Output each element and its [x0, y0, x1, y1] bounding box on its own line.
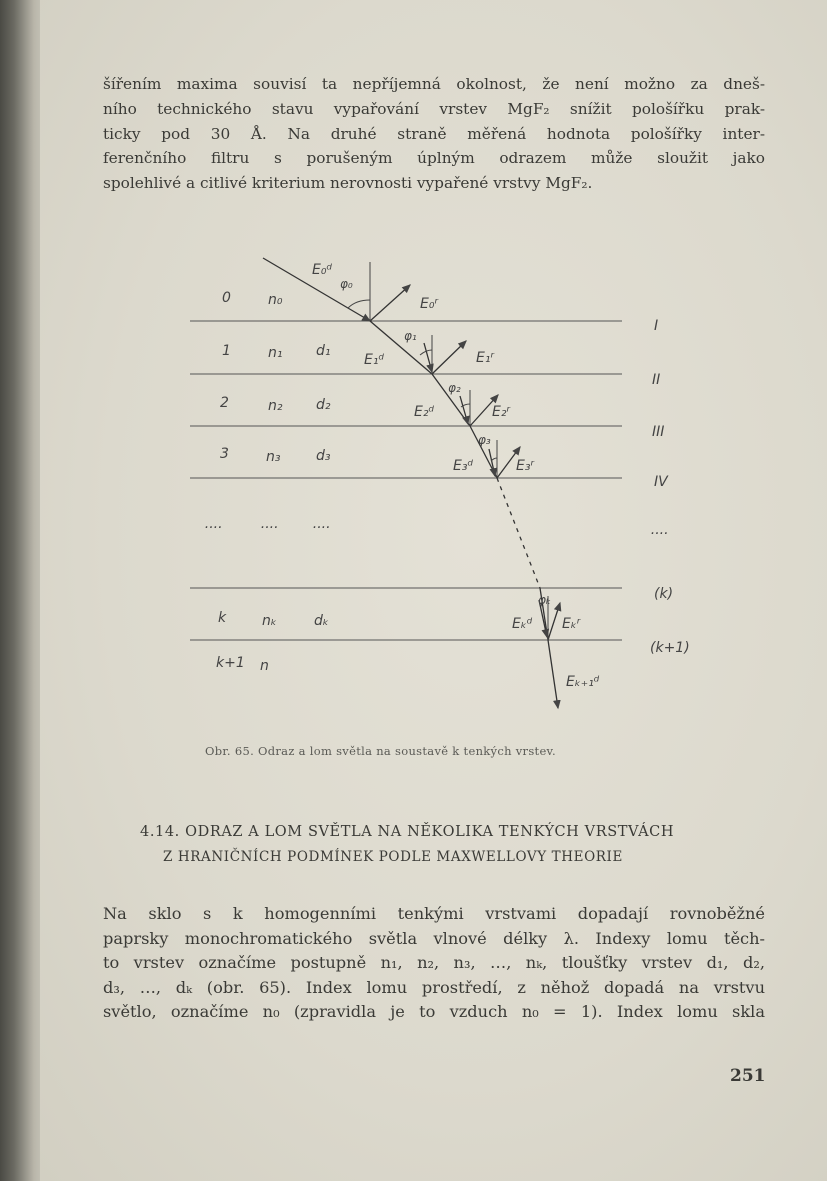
incident-field-label: E₀ᵈ	[312, 262, 333, 278]
text-line: šířením maxima souvisí ta nepříjemná okolnost, že není možno za dneš-	[103, 75, 765, 93]
interface-label: IV	[654, 474, 668, 490]
refractive-index: n	[260, 658, 269, 674]
interface-label: II	[652, 372, 661, 388]
layer-thickness: ····	[312, 520, 330, 536]
figure-caption: Obr. 65. Odraz a lom světla na soustavě k tenkých vrstev.	[205, 744, 556, 758]
layer-number: 3	[220, 446, 229, 462]
incident-ray	[460, 396, 468, 424]
refractive-index: n₁	[268, 345, 283, 361]
layer-thickness: d₂	[316, 397, 331, 413]
reflected-field-label: E₁ʳ	[476, 350, 495, 366]
reflected-field-label: Eₖʳ	[562, 616, 581, 632]
text-line: to vrstev označíme postupně n₁, n₂, n₃, …, nₖ, tloušťky vrstev d₁, d₂,	[103, 953, 765, 973]
refractive-index: n₀	[268, 292, 283, 308]
angle-label: φ₃	[478, 433, 491, 447]
interface-label: (k+1)	[650, 640, 690, 656]
layer-number: ····	[204, 520, 222, 536]
layer-thickness: d₁	[316, 343, 331, 359]
refractive-index: n₂	[268, 398, 283, 414]
incident-field-label: Eₖᵈ	[512, 616, 533, 632]
page-number: 251	[730, 1066, 766, 1086]
reflected-ray	[432, 341, 466, 374]
text-line: d₃, …, dₖ (obr. 65). Index lomu prostředí, z něhož dopadá na vrstvu	[103, 977, 765, 997]
text-line: ticky pod 30 Å. Na druhé straně měřená hodnota pološířky inter-	[103, 124, 765, 143]
incident-field-label: Eₖ₊₁ᵈ	[566, 674, 600, 690]
reflected-field-label: E₃ʳ	[516, 458, 535, 474]
incident-field-label: E₂ᵈ	[414, 404, 435, 420]
incident-ray	[489, 449, 495, 476]
layer-thickness: d₃	[316, 448, 331, 464]
refractive-index: nₖ	[262, 613, 277, 629]
reflected-field-label: E₀ʳ	[420, 296, 439, 312]
reflected-ray	[548, 603, 560, 640]
reflected-field-label: E₂ʳ	[492, 404, 511, 420]
incident-field-label: E₃ᵈ	[453, 458, 474, 474]
layer-thickness: dₖ	[314, 613, 329, 629]
text-line: Na sklo s k homogenními tenkými vrstvami dopadají rovnoběžné	[103, 904, 765, 923]
angle-label: φₖ	[538, 593, 552, 607]
interface-label: ····	[650, 526, 668, 542]
bottom-paragraph	[103, 902, 765, 1025]
layer-number: k+1	[216, 655, 245, 671]
interface-label: III	[652, 424, 665, 440]
layer-number: 1	[222, 343, 231, 359]
text-line: spolehlivé a citlivé kriterium nerovnosti vypařené vrstvy MgF₂.	[103, 174, 593, 193]
interface-label: I	[654, 318, 659, 334]
interface-label: (k)	[654, 586, 674, 602]
text-line: světlo, označíme n₀ (zpravidla je to vzduch n₀ = 1). Index lomu skla	[103, 1002, 765, 1022]
incident-field-label: E₁ᵈ	[364, 352, 385, 368]
layer-number: 0	[222, 290, 231, 306]
text-line: paprsky monochromatického světla vlnové délky λ. Indexy lomu těch-	[103, 928, 765, 948]
refractive-index: n₃	[266, 449, 281, 465]
angle-arc	[348, 300, 370, 308]
layer-number: k	[218, 610, 227, 626]
refracted-ray	[497, 478, 540, 588]
angle-label: φ₁	[404, 329, 417, 343]
angle-label: φ₂	[448, 381, 461, 395]
angle-label: φ₀	[340, 277, 353, 291]
section-subheading: Z HRANIČNÍCH PODMÍNEK PODLE MAXWELLOVY THEORIE	[163, 849, 623, 865]
refractive-index: ····	[260, 520, 278, 536]
transmitted-ray	[548, 640, 558, 708]
text-line: ního technického stavu vypařování vrstev MgF₂ snížit pološířku prak-	[103, 99, 765, 118]
section-heading: 4.14. ODRAZ A LOM SVĚTLA NA NĚKOLIKA TENKÝCH VRSTVÁCH	[140, 824, 675, 840]
reflected-ray	[370, 285, 410, 321]
text-line: ferenčního filtru s porušeným úplným odrazem může sloužit jako	[103, 149, 765, 168]
layer-number: 2	[220, 395, 229, 411]
